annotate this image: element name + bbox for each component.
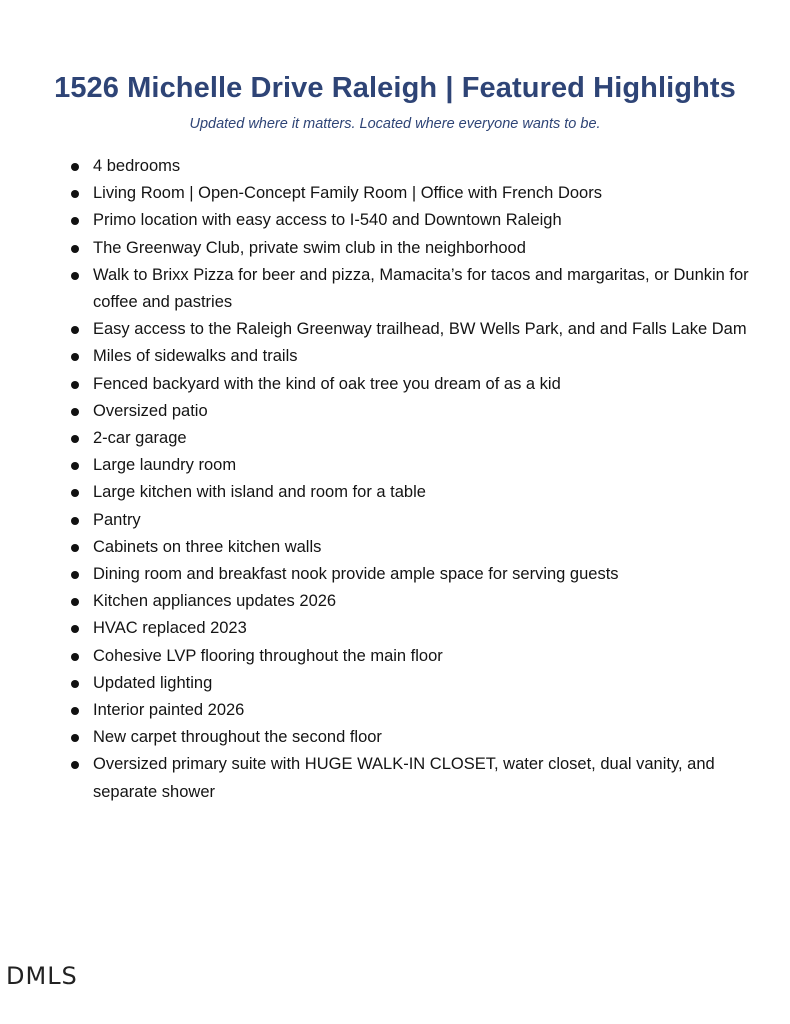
page-subtitle: Updated where it matters. Located where everyone wants to be. (189, 116, 601, 132)
highlight-text: Updated lighting (93, 673, 213, 692)
bullet-icon (71, 653, 79, 661)
highlight-item (70, 425, 760, 452)
highlight-text: Large kitchen with island and room for a table (93, 483, 426, 502)
highlight-text: Pantry (93, 510, 141, 529)
bullet-icon (71, 517, 79, 525)
highlight-item (70, 697, 760, 724)
highlight-item (70, 507, 760, 534)
highlight-item (70, 452, 760, 479)
highlight-text: New carpet throughout the second floor (93, 728, 382, 747)
highlight-item (70, 670, 760, 697)
bullet-icon (71, 598, 79, 606)
highlight-text: Large laundry room (93, 456, 237, 475)
highlight-item (70, 316, 760, 343)
highlight-item (70, 262, 760, 316)
highlight-text: Primo location with easy access to I-540 and Downtown Raleigh (93, 211, 562, 230)
highlight-text: Dining room and breakfast nook provide ample space for serving guests (93, 565, 619, 584)
dmls-logo: DMLS (6, 962, 78, 990)
highlight-item (70, 235, 760, 262)
page-title: 1526 Michelle Drive Raleigh | Featured Highlights (54, 72, 736, 104)
bullet-icon (71, 625, 79, 633)
bullet-icon (71, 571, 79, 579)
bullet-icon (71, 381, 79, 389)
bullet-icon (71, 163, 79, 171)
bullet-icon (71, 326, 79, 334)
highlight-item (70, 724, 760, 751)
highlight-text: Kitchen appliances updates 2026 (93, 592, 337, 611)
bullet-icon (71, 435, 79, 443)
highlight-text: Living Room | Open-Concept Family Room | Office with French Doors (93, 184, 602, 203)
bullet-icon (71, 462, 79, 470)
highlight-text: Oversized primary suite with HUGE WALK-IN CLOSET, water closet, dual vanity, and separate shower (93, 755, 715, 801)
highlight-text: Walk to Brixx Pizza for beer and pizza, Mamacita’s for tacos and margaritas, or Dunkin for coffee and pastries (93, 265, 749, 312)
bullet-icon (71, 544, 79, 552)
bullet-icon (71, 272, 79, 280)
highlight-item (70, 479, 760, 506)
highlight-item (70, 588, 760, 615)
highlight-item (70, 751, 760, 805)
highlight-text: Fenced backyard with the kind of oak tree you dream of as a kid (93, 374, 561, 393)
highlight-item (70, 153, 760, 180)
highlight-text: Easy access to the Raleigh Greenway trailhead, BW Wells Park, and and Falls Lake Dam (93, 320, 747, 339)
highlight-text: 4 bedrooms (93, 157, 181, 175)
bullet-icon (71, 353, 79, 361)
bullet-icon (71, 707, 79, 715)
highlight-item (70, 207, 760, 234)
highlight-text: Cabinets on three kitchen walls (93, 537, 322, 556)
highlight-item (70, 371, 760, 398)
highlight-text: Oversized patio (93, 401, 208, 420)
highlight-text: 2-car garage (93, 429, 187, 448)
highlights-list (70, 153, 760, 806)
bullet-icon (71, 190, 79, 198)
bullet-icon (71, 680, 79, 688)
highlight-item (70, 180, 760, 207)
highlight-text: Cohesive LVP flooring throughout the main floor (93, 646, 443, 665)
highlight-item (70, 398, 760, 425)
highlight-item (70, 561, 760, 588)
highlight-text: The Greenway Club, private swim club in the neighborhood (93, 238, 526, 257)
highlight-item (70, 534, 760, 561)
bullet-icon (71, 761, 79, 769)
highlight-text: Miles of sidewalks and trails (93, 347, 298, 366)
bullet-icon (71, 217, 79, 225)
highlight-item (70, 343, 760, 370)
highlight-item (70, 615, 760, 642)
highlight-item (70, 643, 760, 670)
bullet-icon (71, 245, 79, 253)
highlight-text: Interior painted 2026 (93, 701, 245, 720)
bullet-icon (71, 489, 79, 497)
highlight-text: HVAC replaced 2023 (93, 619, 247, 638)
bullet-icon (71, 408, 79, 416)
bullet-icon (71, 734, 79, 742)
